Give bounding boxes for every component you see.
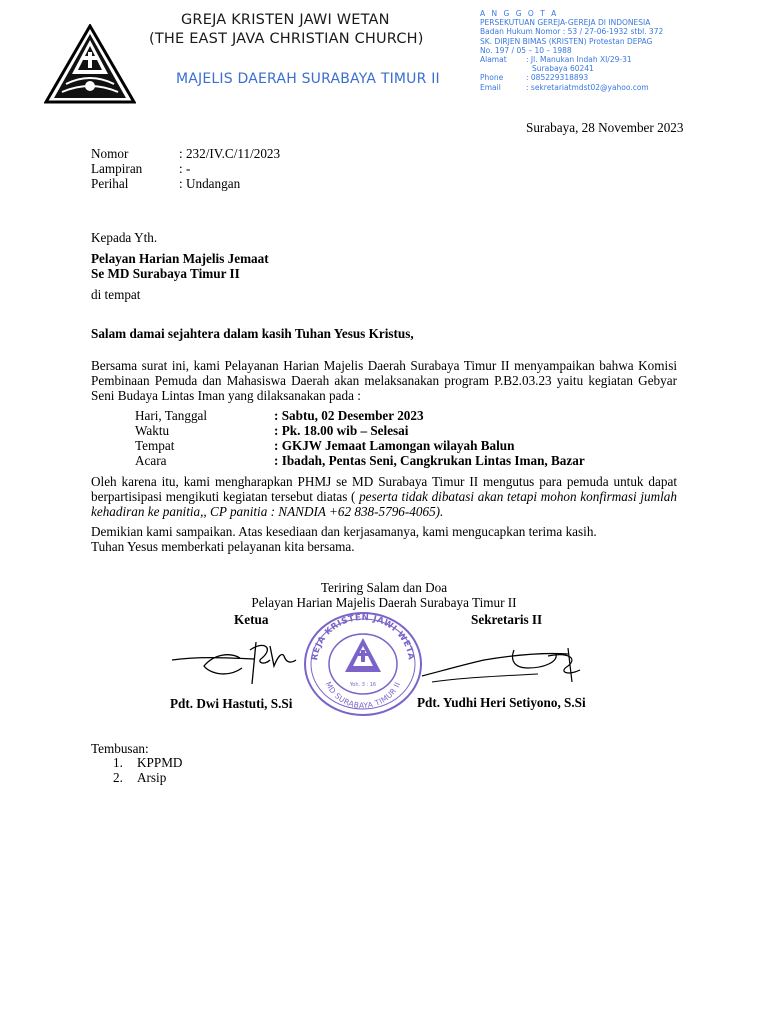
official-stamp xyxy=(301,606,426,716)
paragraph-line: Demikian kami sampaikan. Atas kesediaan dan kerjasamanya, kami mengucapkan terima kasih. xyxy=(91,524,597,539)
address-label: Alamat xyxy=(480,55,507,65)
email-row xyxy=(480,83,663,92)
meta-row-nomor xyxy=(91,146,391,161)
event-row-program xyxy=(135,453,655,468)
meta-value: : 232/IV.C/11/2023 xyxy=(179,146,281,161)
cc-item xyxy=(113,770,182,785)
cc-label: Tembusan: xyxy=(91,741,149,756)
paragraph-text: Oleh karena itu, kami mengharapkan PHMJ se MD Surabaya Timur II mengutus para pemuda untuk dapat berpartisipasi mengikuti kegiatan tersebut diatas ( xyxy=(91,474,677,504)
signer-name-left: Pdt. Dwi Hastuti, S.Si xyxy=(170,696,293,711)
cc-item-text: KPPMD xyxy=(137,755,183,770)
meta-row-lampiran xyxy=(91,161,391,176)
stamp-bottom-text: MD SURABAYA TIMUR II xyxy=(323,680,403,711)
phone-row xyxy=(480,73,663,82)
address-value-2: Surabaya 60241 xyxy=(532,64,594,74)
closing-org: Pelayan Harian Majelis Daerah Surabaya Timur II xyxy=(251,595,517,610)
email-value[interactable]: : sekretariatmdst02@yahoo.com xyxy=(526,82,649,92)
membership-line: Badan Hukum Nomor : 53 / 27-06-1932 stbl. 372 xyxy=(480,27,664,37)
meta-label: Lampiran xyxy=(91,161,143,176)
cc-item xyxy=(113,755,182,770)
meta-label: Perihal xyxy=(91,176,129,191)
letter-date: Surabaya, 28 November 2023 xyxy=(526,120,684,135)
event-row-time xyxy=(135,423,655,438)
meta-value: : Undangan xyxy=(179,176,241,191)
membership-line: No. 197 / 05 – 10 – 1988 xyxy=(480,45,572,55)
cc-item-number: 2. xyxy=(113,770,123,785)
signature-right xyxy=(418,642,588,692)
membership-line: PERSEKUTUAN GEREJA-GEREJA DI INDONESIA xyxy=(480,18,651,28)
recipient-greeting: Kepada Yth. xyxy=(91,230,158,245)
event-label: Tempat xyxy=(135,438,175,453)
membership-line: SK. DIRJEN BIMAS (KRISTEN) Protestan DEPAG xyxy=(480,36,653,46)
stamp-top-text: REJA KRISTEN JAWI WETA xyxy=(310,612,416,662)
body-paragraph-3 xyxy=(91,524,691,554)
address-row-2 xyxy=(480,64,663,73)
letter-meta xyxy=(91,146,391,191)
recipient-place: di tempat xyxy=(91,287,141,302)
cc-list xyxy=(113,755,182,785)
meta-row-perihal xyxy=(91,176,391,191)
stamp-verse: Yoh. 3 : 16 xyxy=(349,682,377,688)
meta-label: Nomor xyxy=(91,146,129,161)
membership-title: A N G G O T A xyxy=(480,9,559,18)
event-value: : Sabtu, 02 Desember 2023 xyxy=(274,408,424,423)
phone-value: : 085229318893 xyxy=(526,73,589,83)
body-paragraph-1: Bersama surat ini, kami Pelayanan Harian Majelis Daerah Surabaya Timur II menyampaikan bahwa Komisi Pembinaan Pemuda dan Mahasiswa Daerah akan melaksanakan program P.B2.03.23 yaitu kegiatan Gebyar Seni Budaya Lintas Iman yang dilaksanakan pada : xyxy=(91,358,677,403)
event-row-place xyxy=(135,438,655,453)
signature-left xyxy=(170,638,300,688)
church-logo xyxy=(44,24,136,104)
org-name-english: (THE EAST JAVA CHRISTIAN CHURCH) xyxy=(149,31,424,47)
org-name: GREJA KRISTEN JAWI WETAN xyxy=(181,12,390,28)
salutation: Salam damai sejahtera dalam kasih Tuhan Yesus Kristus, xyxy=(91,326,414,341)
recipient-name-2: Se MD Surabaya Timur II xyxy=(91,266,240,281)
meta-value: : - xyxy=(179,161,191,176)
event-label: Hari, Tanggal xyxy=(135,408,208,423)
phone-label: Phone xyxy=(480,73,504,83)
event-value: : GKJW Jemaat Lamongan wilayah Balun xyxy=(274,438,515,453)
event-label: Acara xyxy=(135,453,167,468)
body-paragraph-2 xyxy=(91,474,677,519)
event-value: : Pk. 18.00 wib – Selesai xyxy=(274,423,409,438)
membership-info xyxy=(480,9,663,92)
signer-role-left: Ketua xyxy=(234,612,269,627)
paragraph-italic-note: peserta tidak dibatasi akan tetapi mohon konfirmasi jumlah kehadiran ke panitia,, CP panitia : NANDIA +62 838-5796-4065). xyxy=(91,489,677,519)
cc-item-number: 1. xyxy=(113,755,123,770)
closing-greeting: Teriring Salam dan Doa xyxy=(320,580,448,595)
email-label: Email xyxy=(480,82,501,92)
cc-item-text: Arsip xyxy=(137,770,167,785)
recipient-name: Pelayan Harian Majelis Jemaat xyxy=(91,251,269,266)
signer-role-right: Sekretaris II xyxy=(471,612,543,627)
event-value: : Ibadah, Pentas Seni, Cangkrukan Lintas Iman, Bazar xyxy=(274,453,585,468)
event-row-date xyxy=(135,408,655,423)
address-value: : Jl. Manukan Indah XI/29-31 xyxy=(526,55,632,65)
org-subtitle: MAJELIS DAERAH SURABAYA TIMUR II xyxy=(176,71,440,87)
paragraph-line: Tuhan Yesus memberkati pelayanan kita bersama. xyxy=(91,539,355,554)
signer-name-right: Pdt. Yudhi Heri Setiyono, S.Si xyxy=(417,695,586,710)
event-details xyxy=(135,408,655,468)
address-row xyxy=(480,55,663,64)
event-label: Waktu xyxy=(135,423,170,438)
